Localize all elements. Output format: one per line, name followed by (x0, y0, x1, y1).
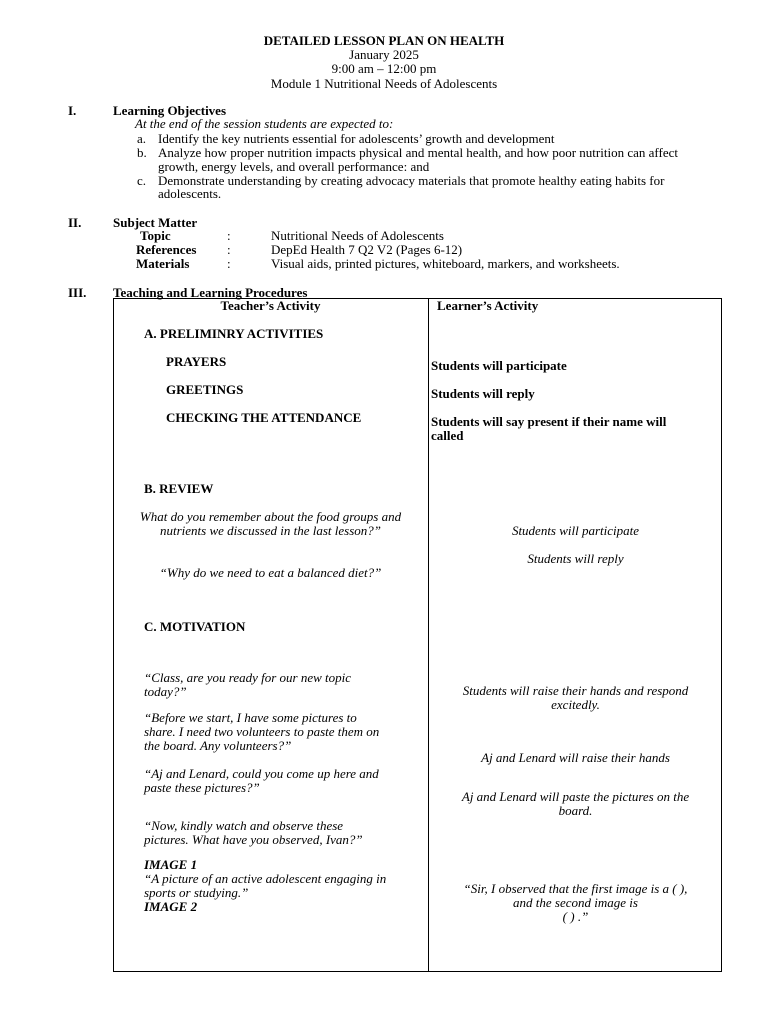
objective-c-text: Demonstrate understanding by creating advocacy materials that promote healthy eating habits for (158, 173, 665, 188)
lesson-time: 9:00 am – 12:00 pm (331, 61, 437, 76)
objectives-intro: At the end of the session students are expected to: (135, 116, 394, 131)
teacher-motivation-4-cont: pictures. What have you observed, Ivan?” (144, 832, 363, 847)
learner-review-1: Students will participate (511, 523, 640, 538)
materials-value: Visual aids, printed pictures, whiteboard, markers, and worksheets. (271, 256, 620, 271)
teacher-motivation-2: “Before we start, I have some pictures to (144, 710, 357, 725)
topic-value: Nutritional Needs of Adolescents (271, 228, 444, 243)
review-heading: B. REVIEW (144, 481, 214, 496)
learner-review-2: Students will reply (527, 551, 624, 566)
learner-motivation-2: Aj and Lenard will raise their hands (481, 750, 670, 765)
lesson-date: January 2025 (349, 47, 419, 62)
learner-attendance-cont: called (431, 428, 464, 443)
image-1-description-cont: sports or studying.” (144, 885, 249, 900)
objective-b-marker: b. (137, 145, 147, 160)
learner-motivation-3: Aj and Lenard will paste the pictures on the (461, 789, 690, 804)
topic-sep: : (227, 228, 231, 243)
learner-motivation-1-cont: excitedly. (551, 697, 600, 712)
teacher-motivation-2-cont: share. I need two volunteers to paste them on (144, 724, 380, 739)
teacher-motivation-3: “Aj and Lenard, could you come up here and (144, 766, 379, 781)
learner-prayers: Students will participate (431, 358, 567, 373)
image-1-description: “A picture of an active adolescent engaging in (144, 871, 387, 886)
objective-c-marker: c. (137, 173, 147, 188)
teacher-review-question-1-cont: nutrients we discussed in the last lesson?” (160, 523, 381, 538)
learner-attendance: Students will say present if their name will (431, 414, 667, 429)
teacher-review-question-1: What do you remember about the food groups and (139, 509, 402, 524)
learner-motivation-4-cont: and the second image is (513, 895, 638, 910)
image-1-label: IMAGE 1 (144, 857, 198, 872)
materials-sep: : (227, 256, 231, 271)
teacher-motivation-2-cont2: the board. Any volunteers?” (144, 738, 292, 753)
teacher-motivation-4: “Now, kindly watch and observe these (144, 818, 344, 833)
references-value: DepEd Health 7 Q2 V2 (Pages 6-12) (271, 242, 463, 257)
motivation-heading: C. MOTIVATION (144, 619, 246, 634)
section-2-title: Subject Matter (113, 215, 198, 230)
learner-motivation-3-cont: board. (558, 803, 593, 818)
image-2-label: IMAGE 2 (144, 899, 198, 914)
objective-a-marker: a. (137, 131, 147, 146)
learner-greetings: Students will reply (431, 386, 535, 401)
references-label: References (136, 242, 197, 257)
section-2-number: II. (68, 215, 82, 230)
greetings-label: GREETINGS (166, 382, 244, 397)
objective-c-text-cont: adolescents. (158, 186, 222, 201)
materials-label: Materials (136, 256, 190, 271)
teacher-activity-header: Teacher’s Activity (220, 298, 321, 313)
lesson-module: Module 1 Nutritional Needs of Adolescents (270, 76, 498, 91)
objective-b-text-cont: growth, energy levels, and overall performance: and (158, 159, 430, 174)
learner-activity-header: Learner’s Activity (437, 298, 539, 313)
learner-motivation-1: Students will raise their hands and respond (462, 683, 689, 698)
page-title: DETAILED LESSON PLAN ON HEALTH (263, 33, 505, 48)
teacher-review-question-2: “Why do we need to eat a balanced diet?” (159, 565, 382, 580)
section-1-title: Learning Objectives (113, 103, 227, 118)
teacher-motivation-1-cont: today?” (144, 684, 187, 699)
attendance-label: CHECKING THE ATTENDANCE (166, 410, 362, 425)
learner-motivation-4-cont2: ( ) .” (562, 909, 589, 924)
objective-b-text: Analyze how proper nutrition impacts physical and mental health, and how poor nutrition can affect (158, 145, 678, 160)
section-3-number: III. (68, 285, 87, 300)
learner-motivation-4: “Sir, I observed that the first image is a ( ), (463, 881, 688, 896)
preliminary-heading: A. PRELIMINRY ACTIVITIES (144, 326, 324, 341)
prayers-label: PRAYERS (166, 354, 227, 369)
section-3-title: Teaching and Learning Procedures (113, 285, 308, 300)
column-divider (428, 298, 429, 972)
objective-a-text: Identify the key nutrients essential for adolescents’ growth and development (158, 131, 555, 146)
topic-label: Topic (140, 228, 171, 243)
section-1-number: I. (68, 103, 77, 118)
teacher-motivation-1: “Class, are you ready for our new topic (144, 670, 352, 685)
teacher-motivation-3-cont: paste these pictures?” (144, 780, 260, 795)
references-sep: : (227, 242, 231, 257)
